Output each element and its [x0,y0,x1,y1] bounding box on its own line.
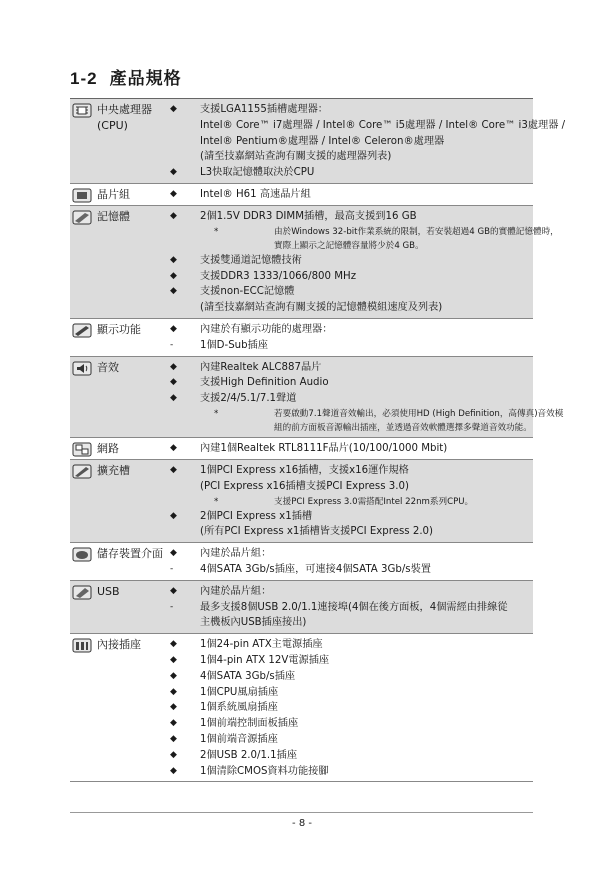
spec-line [164,732,533,748]
spec-detail-cell [164,543,533,580]
spec-text: L3快取記憶體取決於CPU [200,167,315,179]
spec-row [70,184,533,206]
spec-text: 2個PCI Express x1插槽 [200,510,313,522]
spec-text: Intel® H61 高速晶片組 [200,188,311,200]
spec-note-line [164,225,559,239]
spec-line [164,748,533,764]
bullet-marker: ◆ [170,104,177,114]
bullet-marker: - [170,601,174,612]
bullet-marker: ◆ [170,749,177,760]
spec-line [164,509,533,525]
bullet-marker: ◆ [170,377,177,388]
spec-text: 組的前方面板音源輸出插座，並透過音效軟體選擇多聲道音效功能。 [274,422,532,433]
bullet-marker: ◆ [170,670,177,681]
spec-label-cell [70,438,164,459]
bullet-marker: ◆ [170,585,177,596]
bullet-marker: ◆ [170,510,177,521]
spec-detail-cell [164,184,533,205]
spec-detail-cell [164,99,565,183]
spec-text: 支援PCI Express 3.0需搭配Intel 22nm系列CPU。 [274,496,474,507]
spec-line [164,700,533,716]
spec-text: 2個1.5V DDR3 DIMM插槽，最高支援到16 GB [200,210,417,222]
bullet-marker: ◆ [170,442,177,453]
spec-text: 4個SATA 3Gb/s插座 [200,670,296,682]
bullet-marker: ◆ [170,254,177,265]
spec-text: 支援2/4/5.1/7.1聲道 [200,393,297,405]
bullet-marker: ◆ [170,765,177,776]
spec-text: (PCI Express x16插槽支援PCI Express 3.0) [200,480,409,492]
spec-label-cell [70,184,164,205]
spec-text: 若要啟動7.1聲道音效輸出，必須使用HD (High Definition，高傳真)音效模 [274,408,564,419]
display-icon [72,323,92,338]
spec-line [164,322,533,338]
spec-detail-cell [164,319,533,356]
bullet-marker: ◆ [170,188,177,199]
bullet-marker: * [214,496,219,507]
spec-line [164,284,559,300]
spec-text: 1個24-pin ATX主電源插座 [200,639,323,651]
spec-line [164,187,533,203]
spec-text: Intel® Core™ i7處理器 / Intel® Core™ i5處理器 / Intel® Core™ i3處理器 / [200,119,566,131]
bullet-marker: ◆ [170,210,177,221]
spec-label: USB [97,584,120,598]
spec-label-cell [70,357,164,437]
bullet-marker: ◆ [170,393,177,404]
bullet-marker: ◆ [170,167,177,178]
spec-text: 支援雙通道記憶體技術 [200,254,302,266]
spec-text: (請至技嘉網站查詢有關支援的記憶體模組速度及列表) [200,302,443,314]
spec-detail-cell [164,634,533,781]
bullet-marker: ◆ [170,361,177,372]
spec-label-cell [70,319,164,356]
bullet-marker [164,421,274,435]
spec-line [164,375,563,391]
spec-text: 1個4-pin ATX 12V電源插座 [200,654,330,666]
spec-row [70,581,533,634]
spec-text: 1個前端控制面板插座 [200,718,299,730]
spec-text: 內建Realtek ALC887晶片 [200,361,322,373]
expansion-slot-icon [72,464,92,479]
spec-row [70,206,559,319]
bullet-marker [164,149,200,165]
spec-label-cell [70,543,164,580]
spec-text: 2個USB 2.0/1.1插座 [200,749,298,761]
spec-row [70,634,533,782]
spec-text: (所有PCI Express x1插槽皆支援PCI Express 2.0) [200,526,434,538]
spec-line [164,338,533,354]
spec-text: 1個系統風扇插座 [200,702,278,714]
spec-line [164,637,533,653]
spec-note-line [164,421,563,435]
spec-label-cell [70,99,164,183]
chipset-icon [72,188,92,203]
spec-line [164,253,559,269]
section-title: 產品規格 [109,69,182,89]
bullet-marker: ◆ [170,654,177,665]
spec-text: 支援non-ECC記憶體 [200,286,295,298]
spec-line [164,118,565,134]
spec-text: 1個前端音源插座 [200,733,278,745]
bullet-marker [164,300,200,316]
bullet-marker: ◆ [170,270,177,281]
spec-line [164,391,563,407]
speaker-icon [72,361,92,376]
spec-text: 1個PCI Express x16插槽，支援x16運作規格 [200,464,409,476]
memory-icon [72,210,92,225]
bullet-marker: ◆ [170,686,177,697]
bullet-marker [164,118,200,134]
spec-detail-cell [164,460,533,542]
bullet-marker: ◆ [170,286,177,297]
spec-text: 支援High Definition Audio [200,377,329,389]
spec-row [70,543,533,581]
spec-text: 1個D-Sub插座 [200,339,268,351]
spec-row [70,438,533,460]
bullet-marker: - [170,563,174,574]
spec-label: 音效 [97,360,119,374]
spec-text: Intel® Pentium®處理器 / Intel® Celeron®處理器 [200,135,445,147]
spec-text: 內建於晶片組： [200,585,272,597]
spec-line [164,653,533,669]
spec-label: 儲存裝置介面 [97,547,163,561]
spec-table [70,98,566,782]
spec-text: 主機板內USB插座接出) [200,617,307,629]
spec-line [164,269,559,285]
spec-label: 網路 [97,441,119,455]
spec-detail-cell [164,357,563,437]
spec-label: 內接插座 [97,638,141,652]
spec-line [164,524,533,540]
bullet-marker: * [214,408,219,419]
bullet-marker: ◆ [170,323,177,334]
spec-text: 由於Windows 32-bit作業系統的限制，若安裝超過4 GB的實體記憶體時， [274,226,559,237]
section-heading [70,64,182,89]
spec-line [164,360,563,376]
connector-icon [72,638,92,653]
footer-divider [70,812,533,813]
bullet-marker: ◆ [170,548,177,559]
section-number: 1-2 [70,69,98,88]
spec-line [164,584,533,600]
spec-label-cell [70,206,164,318]
spec-line [164,764,533,780]
spec-line [164,441,533,457]
spec-text: 內建於有顯示功能的處理器： [200,323,333,335]
spec-label: 晶片組 [97,187,130,201]
spec-text: 1個清除CMOS資料功能接腳 [200,765,329,777]
spec-line [164,562,533,578]
spec-label: 記憶體 [97,209,130,223]
bullet-marker: ◆ [170,733,177,744]
spec-text: 支援LGA1155插槽處理器： [200,104,328,115]
spec-line [164,479,533,495]
spec-row [70,319,533,357]
spec-text: 1個CPU風扇插座 [200,686,279,698]
spec-line [164,102,565,118]
spec-detail-cell [164,438,533,459]
spec-line [164,209,559,225]
spec-line [164,300,559,316]
spec-detail-cell [164,581,533,633]
spec-label: 顯示功能 [97,322,141,336]
spec-text: 內建1個Realtek RTL8111F晶片(10/100/1000 Mbit) [200,442,448,454]
spec-detail-cell [164,206,559,318]
spec-line [164,546,533,562]
spec-line [164,669,533,685]
bullet-marker: ◆ [170,639,177,650]
spec-note-line [164,239,559,253]
spec-label-cell [70,634,164,781]
spec-text: 內建於晶片組： [200,548,272,560]
spec-label-cell [70,581,164,633]
spec-line [164,134,565,150]
spec-line [164,165,565,181]
lan-icon [72,442,92,457]
cpu-icon [72,103,92,118]
bullet-marker: - [170,339,174,350]
spec-line [164,463,533,479]
bullet-marker [164,615,200,631]
spec-text: 支援DDR3 1333/1066/800 MHz [200,270,357,282]
usb-icon [72,585,92,600]
spec-row [70,99,566,184]
bullet-marker [164,479,200,495]
spec-note-line [164,407,563,421]
spec-line [164,716,533,732]
spec-text: (請至技嘉網站查詢有關支援的處理器列表) [200,151,392,163]
page-number: - 8 - [292,818,312,829]
bullet-marker: * [214,226,219,237]
bullet-marker [164,239,274,253]
storage-icon [72,547,92,562]
spec-row [70,460,533,543]
spec-text: 最多支援8個USB 2.0/1.1連接埠(4個在後方面板，4個需經由排線從 [200,601,508,613]
spec-row [70,357,564,438]
spec-line [164,685,533,701]
spec-label: 中央處理器 (CPU) [97,103,152,132]
spec-text: 4個SATA 3Gb/s插座，可連接4個SATA 3Gb/s裝置 [200,563,431,575]
bullet-marker [164,134,200,150]
bullet-marker: ◆ [170,718,177,729]
bullet-marker [164,524,200,540]
spec-text: 實際上顯示之記憶體容量將少於4 GB。 [274,240,424,251]
bullet-marker: ◆ [170,702,177,713]
spec-label: 擴充槽 [97,463,130,477]
spec-line [164,600,533,616]
bullet-marker: ◆ [170,464,177,475]
spec-line [164,149,565,165]
spec-label-cell [70,460,164,542]
spec-line [164,615,533,631]
spec-note-line [164,495,533,509]
